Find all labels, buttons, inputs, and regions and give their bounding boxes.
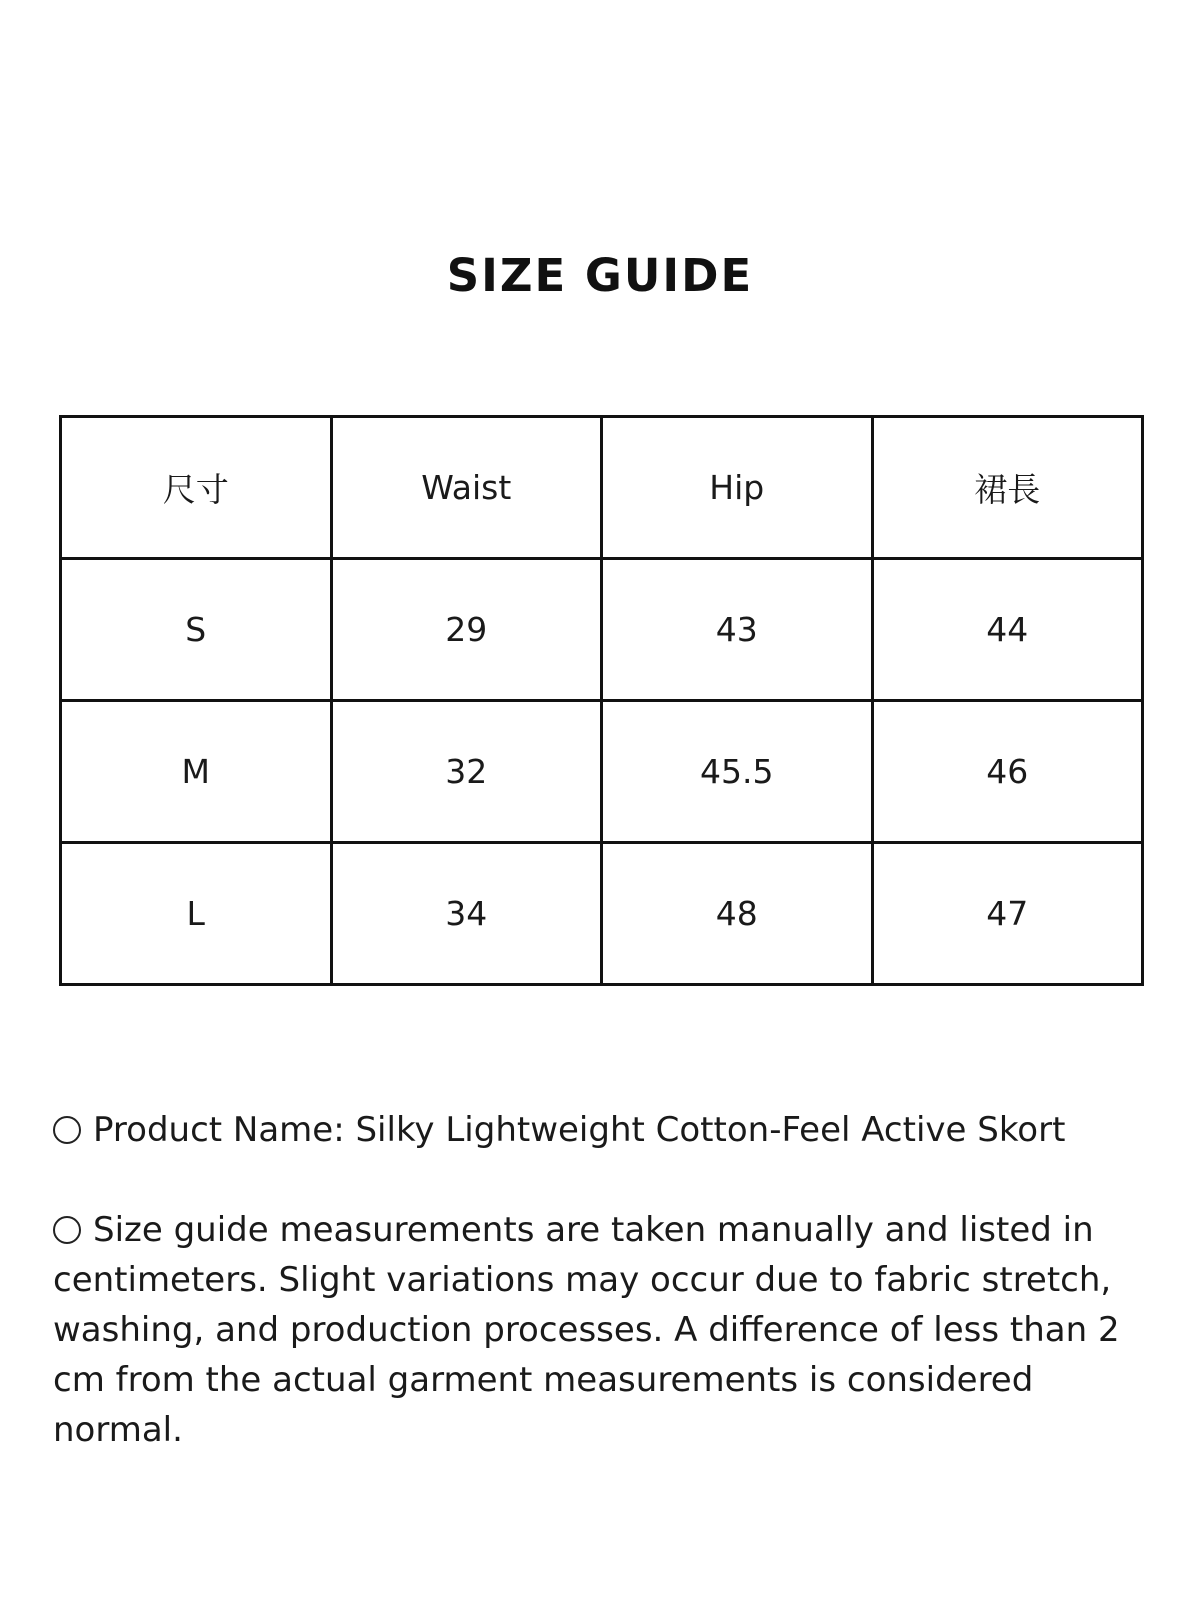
note-text: Size guide measurements are taken manually and listed in centimeters. Slight variations may occur due to fabric stretch, washing, and production processes. A difference of less than 2 cm from the actual garment measurements is considered normal.: [53, 1210, 1120, 1450]
cell-size: M: [61, 701, 332, 843]
cell-size: L: [61, 843, 332, 985]
cell-waist: 32: [331, 701, 602, 843]
cell-size: S: [61, 559, 332, 701]
table-row: [61, 843, 1143, 985]
note-text: Product Name: Silky Lightweight Cotton-Feel Active Skort: [93, 1110, 1066, 1150]
header-skirt-length: 裙長: [872, 417, 1143, 559]
size-table: [59, 415, 1144, 986]
cell-skirt-length: 44: [872, 559, 1143, 701]
header-waist: Waist: [331, 417, 602, 559]
header-size: 尺寸: [61, 417, 332, 559]
cell-skirt-length: 47: [872, 843, 1143, 985]
table-header-row: [61, 417, 1143, 559]
cell-hip: 45.5: [602, 701, 873, 843]
cell-waist: 34: [331, 843, 602, 985]
cell-hip: 48: [602, 843, 873, 985]
cell-skirt-length: 46: [872, 701, 1143, 843]
cell-waist: 29: [331, 559, 602, 701]
page-title: SIZE GUIDE: [446, 249, 754, 302]
circle-bullet-icon: [53, 1116, 81, 1144]
note-measurement-disclaimer: [53, 1205, 1163, 1455]
table-row: [61, 701, 1143, 843]
header-hip: Hip: [602, 417, 873, 559]
table-row: [61, 559, 1143, 701]
cell-hip: 43: [602, 559, 873, 701]
note-product-name: [53, 1105, 1163, 1155]
notes-section: [53, 1105, 1163, 1505]
circle-bullet-icon: [53, 1216, 81, 1244]
